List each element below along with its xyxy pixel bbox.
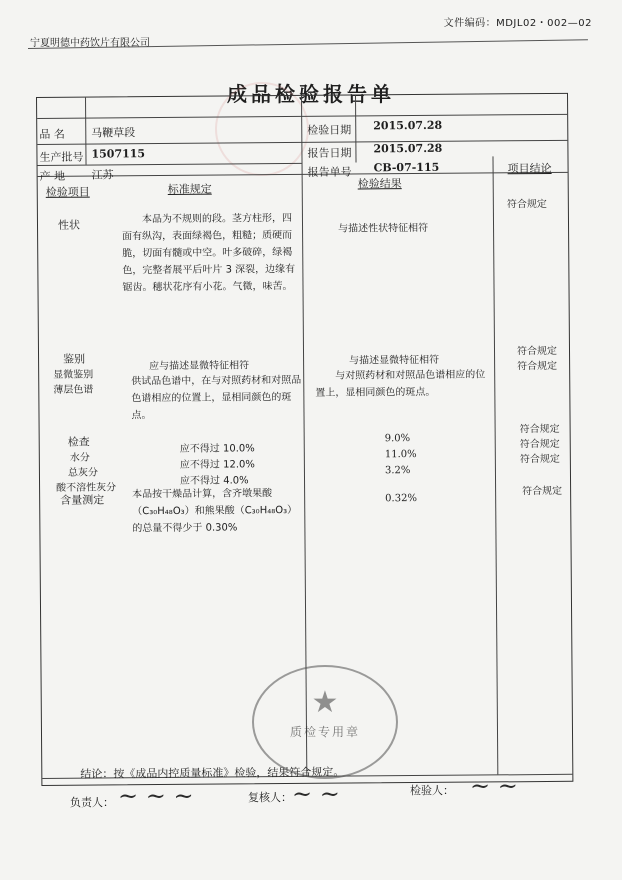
product-value: 马鞭草段 (91, 126, 136, 140)
check-res-moisture: 9.0% (384, 433, 411, 445)
origin-label: 产 地 (39, 169, 66, 183)
inspect-date-value: 2015.07.28 (373, 118, 443, 133)
table-rule (492, 156, 498, 774)
company-name: 宁夏明德中药饮片有限公司 (30, 38, 150, 49)
report-no-label: 报告单号 (307, 165, 352, 179)
properties-result: 与描述性状特征相符 (338, 222, 429, 235)
identification-std-tlc: 供试品色谱中，在与对照药材和对照品色谱相应的位置上，显相同颜色的斑点。 (131, 374, 302, 422)
properties-standard: 本品为不规则的段。茎方柱形，四面有纵沟，表面绿褐色，粗糙；质硬而脆，切面有髓或中空。叶多破碎，绿褐色，完整者展平后叶片 3 深裂，边缘有锯齿。穗状花序有小花。气微，味苦。 (122, 212, 296, 294)
document-code: 文件编码：MDJL02・002—02 (443, 18, 592, 29)
assay-conclusion: 符合规定 (522, 485, 563, 498)
column-header-standard: 标准规定 (167, 182, 212, 196)
inspector-signature: ~ ~ (470, 772, 518, 800)
final-conclusion: 结论：按《成品内控质量标准》检验，结果符合规定。 (80, 765, 345, 781)
check-name-total-ash: 总灰分 (67, 467, 98, 479)
check-res-acid-ash: 3.2% (384, 465, 411, 477)
responsible-signature: ~ ~ ~ (118, 782, 194, 810)
batch-label: 生产批号 (39, 150, 84, 164)
report-date-label: 报告日期 (307, 146, 352, 160)
check-name-moisture: 水分 (69, 452, 90, 464)
table-rule (355, 95, 357, 162)
checks-item: 检查 (67, 435, 90, 449)
check-std-acid-ash: 应不得过 4.0% (179, 475, 249, 487)
check-res-total-ash: 11.0% (384, 449, 417, 461)
report-no-value: CB-07-115 (373, 160, 440, 175)
origin-value: 江苏 (91, 168, 114, 182)
assay-standard: 本品按干燥品计算，含齐墩果酸（C₃₀H₄₈O₃）和熊果酸（C₃₀H₄₈O₃）的总量不得少于 0.30% (132, 488, 298, 535)
check-name-acid-ash: 酸不溶性灰分 (56, 482, 117, 494)
identification-con-tlc: 符合规定 (517, 360, 558, 373)
identification-res-micro: 与描述显微特征相符 (349, 354, 440, 367)
quality-stamp (252, 665, 398, 779)
identification-std-micro: 应与描述显微特征相符 (149, 360, 250, 373)
properties-conclusion: 符合规定 (506, 198, 547, 211)
star-icon: ★ (311, 685, 339, 720)
inspect-date-label: 检验日期 (307, 123, 352, 137)
identification-sub-micro: 显微鉴别 (53, 369, 94, 381)
column-header-result: 检验结果 (357, 177, 402, 191)
check-con-moisture: 符合规定 (519, 423, 560, 436)
check-std-total-ash: 应不得过 12.0% (179, 459, 255, 471)
responsible-label: 负责人： (70, 796, 114, 809)
assay-result: 0.32% (385, 493, 417, 505)
identification-con-micro: 符合规定 (516, 345, 558, 358)
check-con-acid-ash: 符合规定 (519, 453, 560, 466)
identification-item: 鉴别 (63, 352, 86, 366)
column-header-item: 检验项目 (45, 185, 90, 199)
identification-sub-tlc: 薄层色谱 (53, 384, 94, 396)
report-title: 成品检验报告单 (227, 82, 395, 106)
product-label: 品 名 (39, 127, 65, 141)
inspector-label: 检验人： (410, 784, 454, 797)
identification-res-tlc: 与对照药材和对照品色谱相应的位置上，显相同颜色的斑点。 (315, 369, 486, 399)
table-rule (85, 98, 87, 165)
check-con-total-ash: 符合规定 (519, 438, 560, 451)
batch-value: 1507115 (91, 147, 146, 161)
report-date-value: 2015.07.28 (373, 141, 443, 156)
reviewer-signature: ~ ~ (292, 780, 340, 808)
properties-item: 性状 (57, 218, 81, 232)
assay-item: 含量测定 (60, 493, 105, 507)
stamp-text: 质检专用章 (289, 725, 360, 739)
column-header-conclusion: 项目结论 (507, 161, 552, 176)
reviewer-label: 复核人： (248, 791, 292, 804)
check-std-moisture: 应不得过 10.0% (179, 443, 255, 455)
